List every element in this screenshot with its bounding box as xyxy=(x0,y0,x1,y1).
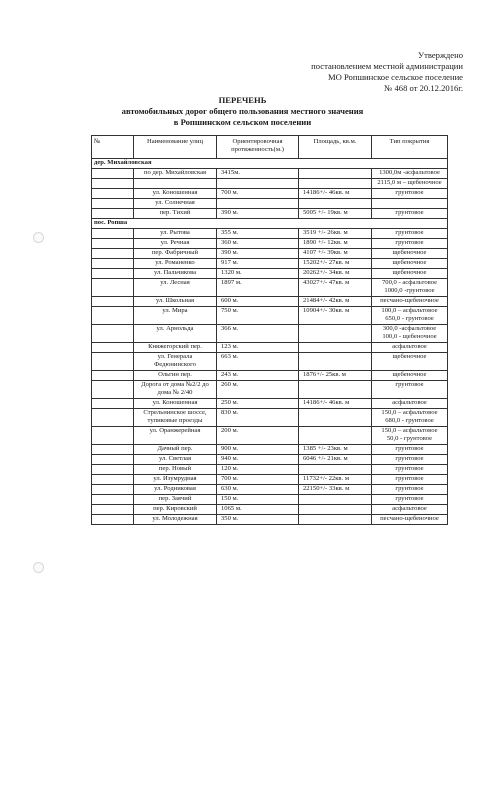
cell-area: 20262+/- 34кв. м xyxy=(299,269,372,279)
cell-cover: 100,0 – асфальтовое 650,0 - грунтовое xyxy=(372,307,448,325)
table-row xyxy=(92,445,448,455)
cell-area xyxy=(299,505,372,515)
approval-line: постановлением местной администрации xyxy=(311,61,463,71)
cell-name: ул. Изумрудная xyxy=(134,475,217,485)
cell-length xyxy=(217,179,299,189)
cell-area: 14186+/- 46кв. м xyxy=(299,189,372,199)
cell-cover: 150,0 – асфальтовое 680,0 - грунтовое xyxy=(372,409,448,427)
cell-name: пер. Кировский xyxy=(134,505,217,515)
cell-name: пер. Заячий xyxy=(134,495,217,505)
cell-area: 5005 +/- 19кв. м xyxy=(299,209,372,219)
cell-cover: песчано-щебеночное xyxy=(372,515,448,525)
cell-length: 120 м. xyxy=(217,465,299,475)
cell-length: 200 м. xyxy=(217,427,299,445)
cell-num xyxy=(92,485,134,495)
cell-length: 1065 м. xyxy=(217,505,299,515)
cell-area: 1385 +/- 23кв. м xyxy=(299,445,372,455)
cell-length: 750 м. xyxy=(217,307,299,325)
cell-area xyxy=(299,427,372,445)
cell-num xyxy=(92,515,134,525)
cell-num xyxy=(92,495,134,505)
cell-name: Дачный пер. xyxy=(134,445,217,455)
cell-name: по дер. Михайловская xyxy=(134,169,217,179)
cell-name: Ольгин пер. xyxy=(134,371,217,381)
cell-length: 355 м. xyxy=(217,229,299,239)
group-label: дер. Михайловская xyxy=(92,159,448,169)
table-row xyxy=(92,399,448,409)
cell-area: 15202+/- 27кв. м xyxy=(299,259,372,269)
cell-num xyxy=(92,445,134,455)
cell-area xyxy=(299,199,372,209)
header-area: Площадь, кв.м. xyxy=(299,136,372,159)
header-cover: Тип покрытия xyxy=(372,136,448,159)
cell-num xyxy=(92,371,134,381)
cell-name: ул. Арнольда xyxy=(134,325,217,343)
cell-name: ул. Школьная xyxy=(134,297,217,307)
cell-name: ул. Оранжерейная xyxy=(134,427,217,445)
table-row xyxy=(92,259,448,269)
cell-num xyxy=(92,189,134,199)
cell-name xyxy=(134,179,217,189)
cell-name: ул. Рытова xyxy=(134,229,217,239)
table-row xyxy=(92,199,448,209)
cell-area: 1890 +/- 12кв. м xyxy=(299,239,372,249)
table-row xyxy=(92,505,448,515)
cell-area: 4107 +/- 39кв. м xyxy=(299,249,372,259)
header-name: Наименование улиц xyxy=(134,136,217,159)
roads-table xyxy=(91,135,448,525)
cell-cover: грунтовое xyxy=(372,381,448,399)
cell-length: 663 м. xyxy=(217,353,299,371)
approval-line: № 468 от 20.12.2016г. xyxy=(384,83,463,93)
table-row xyxy=(92,455,448,465)
cell-num xyxy=(92,239,134,249)
cell-area: 3519 +/- 26кв. м xyxy=(299,229,372,239)
cell-cover: щебеночное xyxy=(372,269,448,279)
cell-num xyxy=(92,353,134,371)
cell-area xyxy=(299,465,372,475)
table-row xyxy=(92,485,448,495)
cell-cover: грунтовое xyxy=(372,475,448,485)
cell-name: ул. Коношенная xyxy=(134,399,217,409)
cell-cover: 300,0 -асфальтовое 100,0 - щебеночное xyxy=(372,325,448,343)
cell-cover: грунтовое xyxy=(372,485,448,495)
table-row xyxy=(92,269,448,279)
cell-length: 390 м. xyxy=(217,209,299,219)
cell-area: 6046 +/- 21кв. м xyxy=(299,455,372,465)
cell-name: ул. Родниковая xyxy=(134,485,217,495)
cell-cover: асфальтовое xyxy=(372,343,448,353)
cell-num xyxy=(92,399,134,409)
header-num: № xyxy=(92,136,134,159)
table-header-row xyxy=(92,136,448,159)
cell-num xyxy=(92,269,134,279)
cell-length: 600 м. xyxy=(217,297,299,307)
cell-cover: асфальтовое xyxy=(372,505,448,515)
cell-area: 21484+/- 42кв. м xyxy=(299,297,372,307)
table-row xyxy=(92,465,448,475)
table-row xyxy=(92,249,448,259)
table-row xyxy=(92,179,448,189)
cell-length: 830 м. xyxy=(217,409,299,427)
table-row xyxy=(92,239,448,249)
cell-cover: грунтовое xyxy=(372,189,448,199)
cell-area xyxy=(299,353,372,371)
cell-num xyxy=(92,427,134,445)
cell-area: 14186+/- 46кв. м xyxy=(299,399,372,409)
cell-name: Дорога от дома №2/2 до дома № 2/40 xyxy=(134,381,217,399)
cell-cover: грунтовое xyxy=(372,209,448,219)
table-row xyxy=(92,475,448,485)
cell-area xyxy=(299,409,372,427)
cell-length: 366 м. xyxy=(217,325,299,343)
table-row xyxy=(92,371,448,381)
table-row xyxy=(92,409,448,427)
header-length: Ориентировочная протяженность(м.) xyxy=(217,136,299,159)
title-line: ПЕРЕЧЕНЬ xyxy=(218,95,267,105)
cell-area xyxy=(299,515,372,525)
table-row xyxy=(92,325,448,343)
cell-name: ул. Пальчикова xyxy=(134,269,217,279)
cell-length: 250 м. xyxy=(217,399,299,409)
cell-area: 22150+/- 33кв. м xyxy=(299,485,372,495)
table-row xyxy=(92,515,448,525)
cell-length: 917 м. xyxy=(217,259,299,269)
cell-area xyxy=(299,325,372,343)
cell-area: 10904+/- 30кв. м xyxy=(299,307,372,325)
cell-area xyxy=(299,169,372,179)
cell-cover: щебеночное xyxy=(372,249,448,259)
cell-length: 3415м. xyxy=(217,169,299,179)
cell-num xyxy=(92,475,134,485)
table-row xyxy=(92,297,448,307)
table-row xyxy=(92,343,448,353)
title-line: в Ропшинском сельском поселении xyxy=(173,117,312,127)
cell-area: 11732+/- 22кв. м xyxy=(299,475,372,485)
cell-cover: грунтовое xyxy=(372,239,448,249)
group-row xyxy=(92,159,448,169)
table-row xyxy=(92,427,448,445)
cell-length: 243 м. xyxy=(217,371,299,381)
cell-cover: грунтовое xyxy=(372,445,448,455)
table-row xyxy=(92,229,448,239)
cell-length: 350 м. xyxy=(217,515,299,525)
approval-line: Утверждено xyxy=(418,50,463,60)
cell-cover: грунтовое xyxy=(372,465,448,475)
cell-area xyxy=(299,343,372,353)
cell-length: 700 м. xyxy=(217,475,299,485)
cell-name: ул. Коношенная xyxy=(134,189,217,199)
cell-length: 1320 м. xyxy=(217,269,299,279)
cell-name: пер. Тихий xyxy=(134,209,217,219)
cell-cover: грунтовое xyxy=(372,455,448,465)
table-row xyxy=(92,307,448,325)
cell-area xyxy=(299,495,372,505)
cell-num xyxy=(92,409,134,427)
cell-length: 123 м. xyxy=(217,343,299,353)
table-row xyxy=(92,279,448,297)
table-row xyxy=(92,381,448,399)
cell-area: 1876+/- 25кв. м xyxy=(299,371,372,381)
cell-name: пер. Фабричный xyxy=(134,249,217,259)
cell-cover: 700,0 - асфальтовое 1000,0 -грунтовое xyxy=(372,279,448,297)
cell-length: 700 м. xyxy=(217,189,299,199)
cell-cover: 150,0 – асфальтовое 50,0 - грунтовое xyxy=(372,427,448,445)
cell-length: 390 м. xyxy=(217,249,299,259)
cell-num xyxy=(92,505,134,515)
cell-num xyxy=(92,209,134,219)
document-title xyxy=(0,95,485,128)
table-row xyxy=(92,495,448,505)
cell-num xyxy=(92,297,134,307)
cell-num xyxy=(92,179,134,189)
table-row xyxy=(92,169,448,179)
cell-num xyxy=(92,279,134,297)
cell-num xyxy=(92,465,134,475)
cell-name: Княжегорский пер. xyxy=(134,343,217,353)
cell-name: ул. Речная xyxy=(134,239,217,249)
cell-length: 900 м. xyxy=(217,445,299,455)
cell-length: 260 м. xyxy=(217,381,299,399)
cell-num xyxy=(92,455,134,465)
cell-num xyxy=(92,229,134,239)
cell-length: 630 м. xyxy=(217,485,299,495)
cell-length: 940 м. xyxy=(217,455,299,465)
group-label: пос. Ропша xyxy=(92,219,448,229)
cell-num xyxy=(92,169,134,179)
cell-name: ул. Романенко xyxy=(134,259,217,269)
cell-cover: щебеночное xyxy=(372,259,448,269)
approval-stamp xyxy=(311,50,463,94)
cell-length: 1897 м. xyxy=(217,279,299,297)
cell-name: ул. Генерала Федюнинского xyxy=(134,353,217,371)
cell-name: пер. Новый xyxy=(134,465,217,475)
table-row xyxy=(92,353,448,371)
approval-line: МО Ропшинское сельское поселение xyxy=(327,72,463,82)
cell-name: ул. Мира xyxy=(134,307,217,325)
cell-cover: песчано-щебеночное xyxy=(372,297,448,307)
cell-name: ул. Светлая xyxy=(134,455,217,465)
group-row xyxy=(92,219,448,229)
cell-name: ул. Молодежная xyxy=(134,515,217,525)
cell-num xyxy=(92,249,134,259)
cell-length xyxy=(217,199,299,209)
cell-num xyxy=(92,199,134,209)
cell-cover: щебеночное xyxy=(372,371,448,381)
cell-length: 360 м. xyxy=(217,239,299,249)
cell-cover: 1300,0м -асфальтовое xyxy=(372,169,448,179)
cell-num xyxy=(92,381,134,399)
cell-num xyxy=(92,343,134,353)
punch-hole-mark xyxy=(33,562,44,573)
cell-name: ул. Солнечная xyxy=(134,199,217,209)
cell-area: 43027+/- 47кв. м xyxy=(299,279,372,297)
title-line: автомобильных дорог общего пользования местного значения xyxy=(121,106,364,116)
cell-cover: асфальтовое xyxy=(372,399,448,409)
cell-num xyxy=(92,259,134,269)
cell-cover: грунтовое xyxy=(372,495,448,505)
cell-cover: щебеночное xyxy=(372,353,448,371)
cell-cover xyxy=(372,199,448,209)
cell-length: 150 м. xyxy=(217,495,299,505)
table-row xyxy=(92,189,448,199)
cell-name: ул. Лесная xyxy=(134,279,217,297)
cell-name: Стрельнинское шоссе, тупиковые проезды xyxy=(134,409,217,427)
cell-cover: грунтовое xyxy=(372,229,448,239)
cell-area xyxy=(299,381,372,399)
cell-num xyxy=(92,325,134,343)
cell-area xyxy=(299,179,372,189)
table-row xyxy=(92,209,448,219)
punch-hole-mark xyxy=(33,232,44,243)
cell-cover: 2115,0 м – щебеночное xyxy=(372,179,448,189)
cell-num xyxy=(92,307,134,325)
